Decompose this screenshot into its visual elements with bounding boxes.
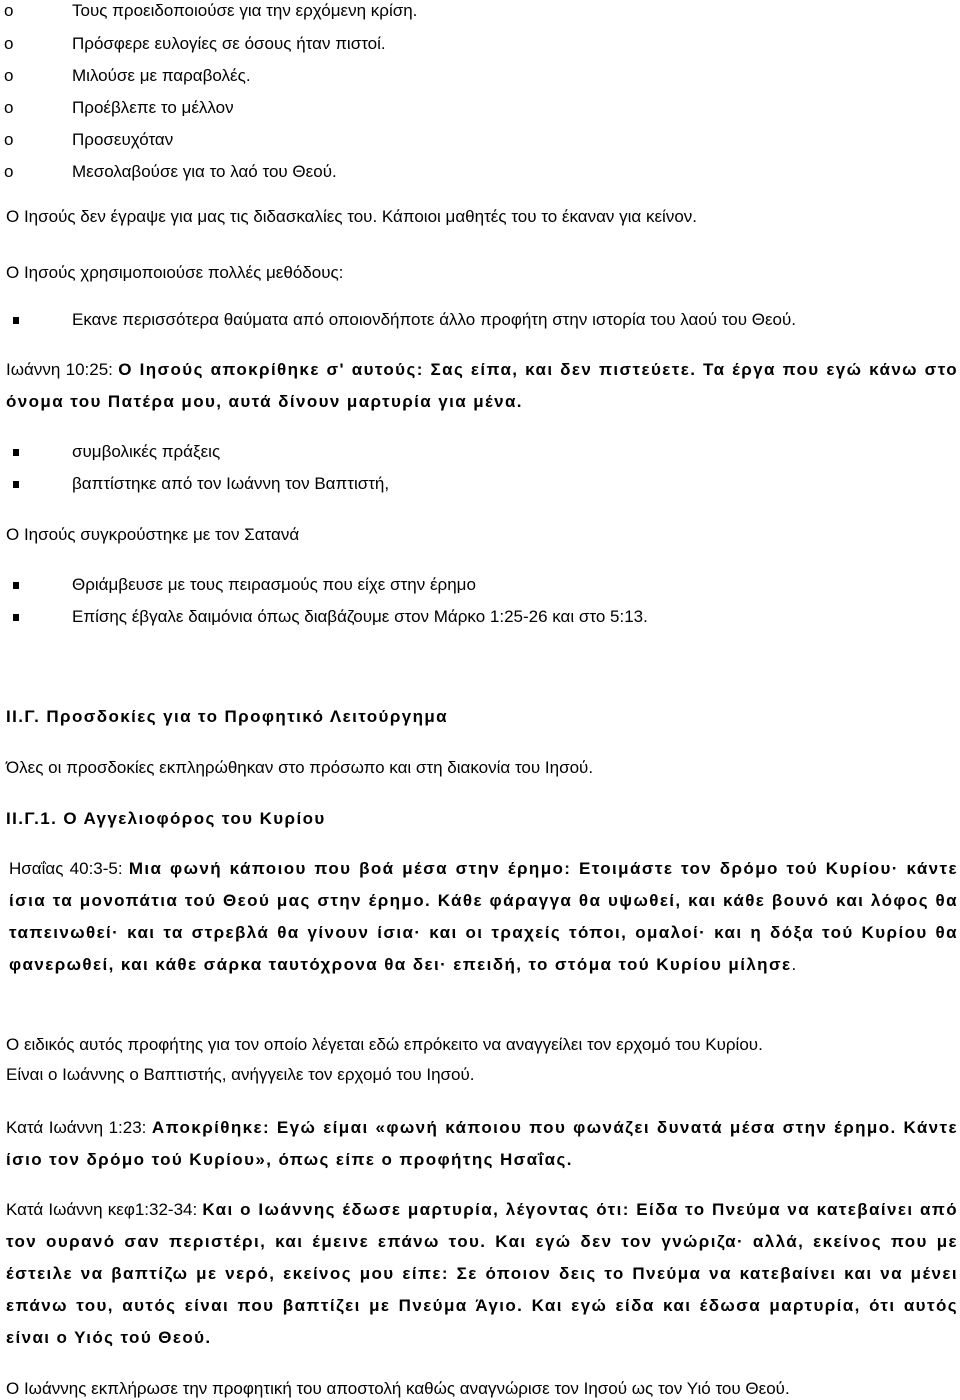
square-bullet-icon bbox=[13, 317, 19, 324]
scripture-reference: Ιωάννη 10:25: bbox=[6, 360, 119, 379]
list-item bbox=[0, 0, 960, 22]
bullet-marker: o bbox=[4, 162, 14, 181]
list-item bbox=[0, 129, 960, 151]
list-item bbox=[0, 33, 960, 55]
list-item bbox=[0, 97, 960, 119]
list-item-text: Μεσολαβούσε για το λαό του Θεού. bbox=[72, 162, 337, 181]
scripture-isaiah-40 bbox=[9, 853, 958, 981]
list-item-text: Θριάμβευσε με τους πειρασμούς που είχε στην έρημο bbox=[72, 575, 476, 594]
paragraph-final: Ο Ιωάννης εκπλήρωσε την προφητική του αποστολή καθώς αναγνώρισε τον Ιησού ως τον Υιό του Θεού. bbox=[6, 1379, 790, 1398]
scripture-reference: Κατά Ιωάννη 1:23: bbox=[6, 1118, 152, 1137]
paragraph-teachings: Ο Ιησούς δεν έγραψε για μας τις διδασκαλίες του. Κάποιοι μαθητές του το έκαναν για κείνον. bbox=[6, 207, 697, 226]
list-item-text: Τους προειδοποιούσε για την ερχόμενη κρίση. bbox=[72, 1, 418, 20]
list-item bbox=[0, 161, 960, 183]
list-item bbox=[0, 65, 960, 87]
section-heading: II.Γ. Προσδοκίες για το Προφητικό Λειτούργημα bbox=[6, 707, 449, 726]
list-item-text: συμβολικές πράξεις bbox=[72, 442, 221, 461]
scripture-reference: Ησαΐας 40:3-5: bbox=[9, 859, 129, 878]
list-item-text: Εκανε περισσότερα θαύματα από οποιονδήποτε άλλο προφήτη στην ιστορία του λαού του Θεού. bbox=[72, 310, 796, 329]
scripture-john-10-25 bbox=[6, 354, 958, 418]
square-bullet-icon bbox=[13, 481, 19, 488]
bullet-marker: o bbox=[4, 34, 14, 53]
paragraph-methods: Ο Ιησούς χρησιμοποιούσε πολλές μεθόδους: bbox=[6, 263, 344, 282]
bullet-marker: o bbox=[4, 130, 14, 149]
square-bullet-icon bbox=[13, 582, 19, 589]
list-item-text: Προέβλεπε το μέλλον bbox=[72, 98, 234, 117]
list-item bbox=[0, 441, 960, 463]
square-bullet-icon bbox=[13, 449, 19, 456]
subsection-heading: II.Γ.1. Ο Αγγελιοφόρος του Κυρίου bbox=[6, 809, 326, 828]
bullet-marker: o bbox=[4, 1, 14, 20]
scripture-quote: Μια φωνή κάποιου που βοά μέσα στην έρημο: Ετοιμάστε τον δρόμο τού Κυρίου· κάντε ίσια τα μονοπάτια τού Θεού μας στην έρημο. Κάθε φάραγγα θα υψωθεί, και κάθε βουνό και λόφος θα ταπεινωθεί· και τα στρεβλά θα γίνουν ίσια· και οι τραχείς τόποι, ομαλοί· και η δόξα τού Κυρίου θα φανερωθεί, και κάθε σάρκα ταυτόχρονα θα δει· επειδή, το στόμα τού Κυρίου μίλησε bbox=[9, 859, 958, 974]
list-item bbox=[0, 606, 960, 628]
paragraph-messenger bbox=[6, 1030, 958, 1090]
scripture-john-1-23 bbox=[6, 1112, 958, 1176]
paragraph-line: Ο ειδικός αυτός προφήτης για τον οποίο λέγεται εδώ επρόκειτο να αναγγείλει τον ερχομό του Κυρίου. bbox=[6, 1035, 763, 1054]
list-item-text: Πρόσφερε ευλογίες σε όσους ήταν πιστοί. bbox=[72, 34, 386, 53]
scripture-quote: Αποκρίθηκε: Εγώ είμαι «φωνή κάποιου που φωνάζει δυνατά μέσα στην έρημο. Κάντε ίσιο τον δρόμο τού Κυρίου», όπως είπε ο προφήτης Ησαΐας. bbox=[6, 1118, 958, 1169]
list-item bbox=[0, 309, 960, 331]
bullet-marker: o bbox=[4, 98, 14, 117]
list-item-text: Προσευχόταν bbox=[72, 130, 174, 149]
scripture-quote: Και ο Ιωάννης έδωσε μαρτυρία, λέγοντας ότι: Είδα το Πνεύμα να κατεβαίνει από τον ουρανό σαν περιστέρι, και έμεινε επάνω του. Και εγώ δεν τον γνώριζα· αλλά, εκείνος που με έστειλε να βαπτίζω με νερό, εκείνος μου είπε: Σε όποιον δεις το Πνεύμα να κατεβαίνει και να μένει επάνω του, αυτός είναι που βαπτίζει με Πνεύμα Άγιο. Και εγώ είδα και έδωσα μαρτυρία, ότι αυτός είναι ο Υιός τού Θεού. bbox=[6, 1200, 958, 1347]
bullet-marker: o bbox=[4, 66, 14, 85]
scripture-quote: Ο Ιησούς αποκρίθηκε σ' αυτούς: Σας είπα, και δεν πιστεύετε. Τα έργα που εγώ κάνω στο όνομα του Πατέρα μου, αυτά δίνουν μαρτυρία για μένα. bbox=[6, 360, 958, 411]
list-item-text: βαπτίστηκε από τον Ιωάννη τον Βαπτιστή, bbox=[72, 474, 390, 493]
list-item-text: Μιλούσε με παραβολές. bbox=[72, 66, 251, 85]
list-item bbox=[0, 473, 960, 495]
scripture-john-1-32 bbox=[6, 1194, 958, 1354]
paragraph-expectations: Όλες οι προσδοκίες εκπληρώθηκαν στο πρόσωπο και στη διακονία του Ιησού. bbox=[6, 758, 594, 777]
scripture-reference: Κατά Ιωάννη κεφ1:32-34: bbox=[6, 1200, 203, 1219]
square-bullet-icon bbox=[13, 614, 19, 621]
paragraph-line: Είναι ο Ιωάννης ο Βαπτιστής, ανήγγειλε τον ερχομό του Ιησού. bbox=[6, 1065, 475, 1084]
list-item bbox=[0, 574, 960, 596]
list-item-text: Επίσης έβγαλε δαιμόνια όπως διαβάζουμε στον Μάρκο 1:25-26 και στο 5:13. bbox=[72, 607, 648, 626]
paragraph-satan: Ο Ιησούς συγκρούστηκε με τον Σατανά bbox=[6, 525, 300, 544]
scripture-end-punctuation: . bbox=[791, 955, 797, 974]
